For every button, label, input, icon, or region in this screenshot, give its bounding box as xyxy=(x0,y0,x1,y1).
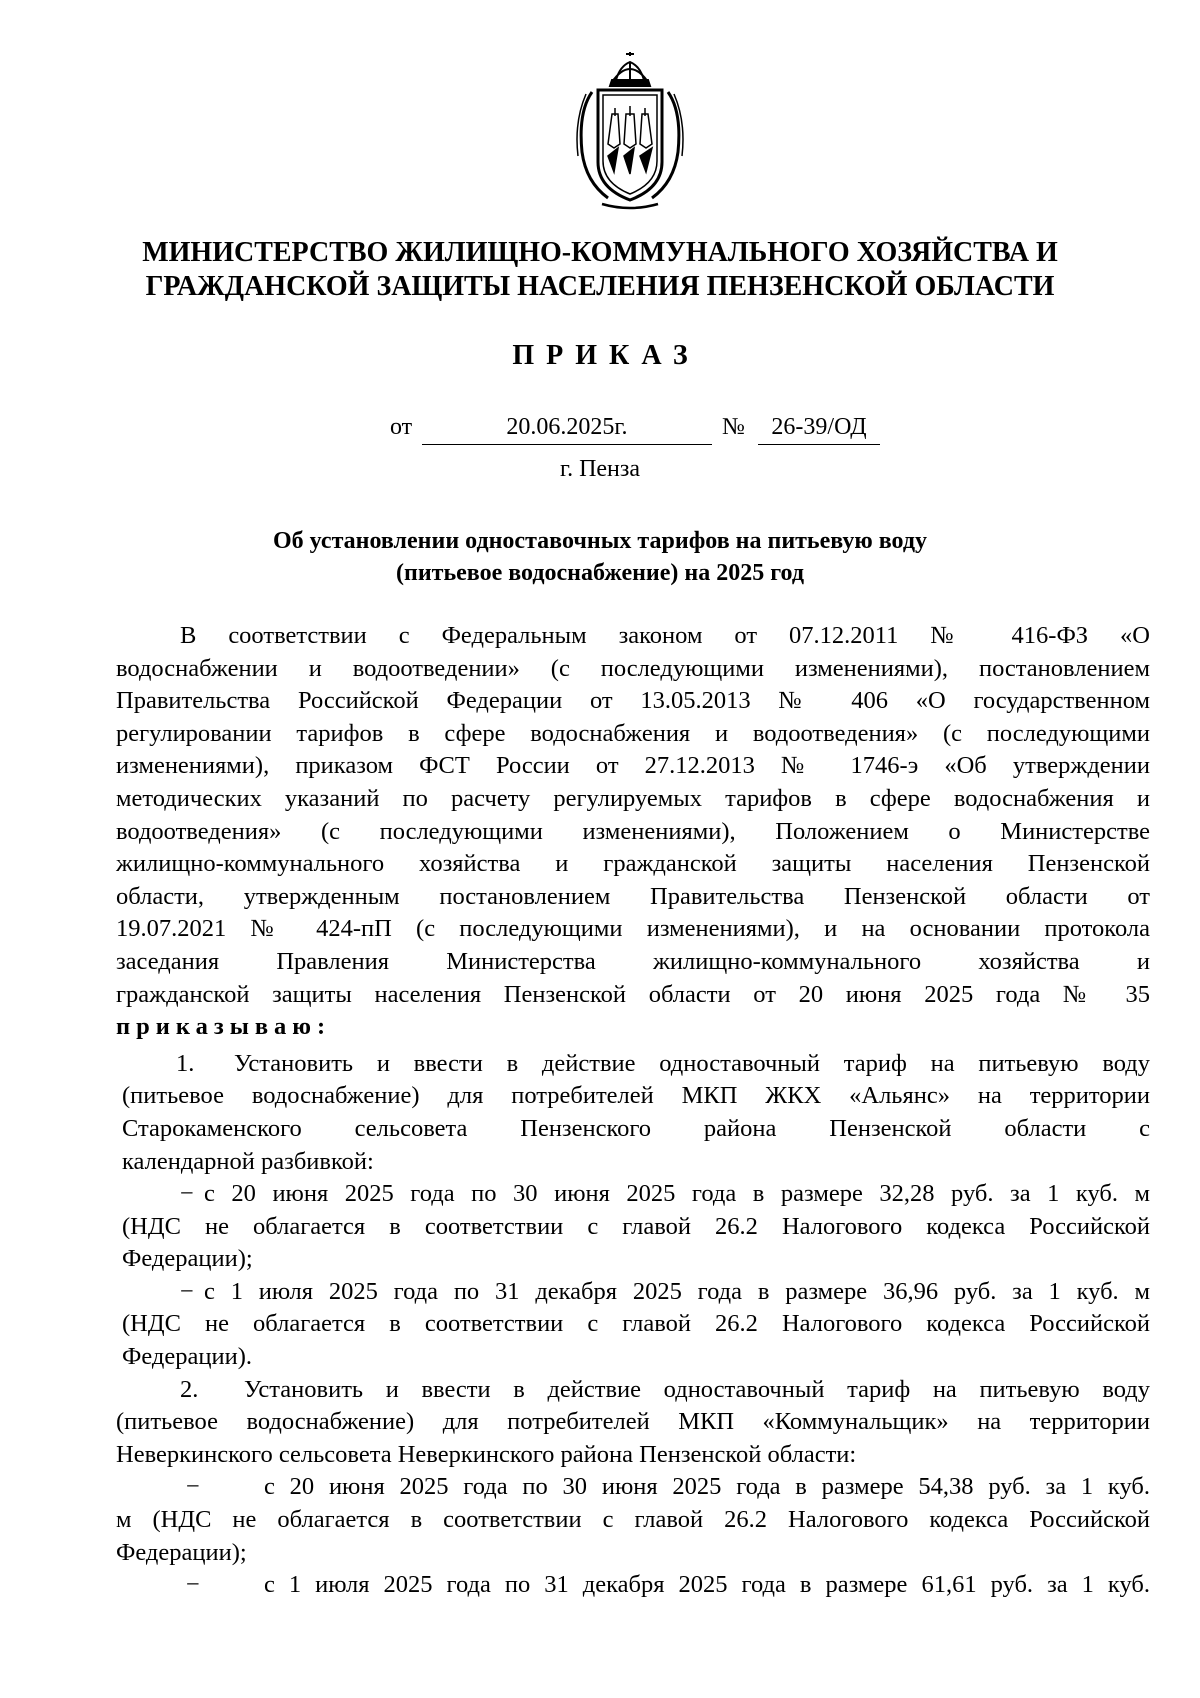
preamble-line: 19.07.2021 № 424-пП (с последующими изменениями), и на основании протокола xyxy=(116,915,1150,943)
item-2-rate-1-line: − с 20 июня 2025 года по 30 июня 2025 года в размере 54,38 руб. за 1 куб. xyxy=(186,1473,1150,1501)
item-2-line: (питьевое водоснабжение) для потребителей МКП «Коммунальщик» на территории xyxy=(116,1408,1150,1436)
order-date: 20.06.2025г. xyxy=(422,414,712,445)
item-1-rate-1-line: (НДС не облагается в соответствии с главой 26.2 Налогового кодекса Российской xyxy=(122,1212,1150,1240)
item-1-rate-1-line: Федерации); xyxy=(122,1245,253,1273)
order-word: приказываю: xyxy=(116,1013,332,1041)
city: г. Пенза xyxy=(559,456,641,482)
preamble-line: жилищно-коммунального хозяйства и гражданской защиты населения Пензенской xyxy=(116,850,1150,878)
ministry-name-line2: ГРАЖДАНСКОЙ ЗАЩИТЫ НАСЕЛЕНИЯ ПЕНЗЕНСКОЙ ОБЛАСТИ xyxy=(145,271,1055,302)
coat-of-arms-icon xyxy=(568,52,692,210)
preamble-line: Правительства Российской Федерации от 13.05.2013 № 406 «О государственном xyxy=(116,687,1150,715)
order-number: 26-39/ОД xyxy=(758,414,880,445)
item-2-rate-2-line: − с 1 июля 2025 года по 31 декабря 2025 года в размере 61,61 руб. за 1 куб. xyxy=(186,1571,1150,1599)
preamble-line: изменениями), приказом ФСТ России от 27.12.2013 № 1746-э «Об утверждении xyxy=(116,752,1150,780)
ministry-name-line1: МИНИСТЕРСТВО ЖИЛИЩНО-КОММУНАЛЬНОГО ХОЗЯЙСТВА И xyxy=(142,237,1058,268)
subject-line2: (питьевое водоснабжение) на 2025 год xyxy=(396,560,804,586)
item-2-line: 2. Установить и ввести в действие одноставочный тариф на питьевую воду xyxy=(116,1374,1150,1407)
item-1-rate-1-line: − с 20 июня 2025 года по 30 июня 2025 года в размере 32,28 руб. за 1 куб. м xyxy=(180,1180,1150,1208)
preamble-line: заседания Правления Министерства жилищно-коммунального хозяйства и xyxy=(116,947,1150,975)
number-label: № xyxy=(722,414,745,440)
preamble-line: гражданской защиты населения Пензенской области от 20 июня 2025 года № 35 xyxy=(116,980,1150,1008)
item-1-line: 1. Установить и ввести в действие одноставочный тариф на питьевую воду xyxy=(116,1048,1150,1081)
item-2-rate-1-line: м (НДС не облагается в соответствии с главой 26.2 Налогового кодекса Российской xyxy=(116,1506,1150,1534)
ministry-name xyxy=(0,236,1200,304)
document-type: ПРИКАЗ xyxy=(512,340,700,371)
preamble-line: В соответствии с Федеральным законом от 07.12.2011 № 416-ФЗ «О xyxy=(180,622,1150,649)
item-1-line: Старокаменского сельсовета Пензенского района Пензенской области с xyxy=(122,1114,1150,1142)
item-1-rate-2-line: − с 1 июля 2025 года по 31 декабря 2025 года в размере 36,96 руб. за 1 куб. м xyxy=(180,1277,1150,1305)
preamble-line: водоснабжении и водоотведении» (с последующими изменениями), постановлением xyxy=(116,654,1150,682)
order-body xyxy=(116,620,1150,1602)
item-1-line: (питьевое водоснабжение) для потребителей МКП ЖКХ «Альянс» на территории xyxy=(122,1082,1150,1110)
preamble-line: методических указаний по расчету регулируемых тарифов в сфере водоснабжения и xyxy=(116,784,1150,812)
item-2-number: 2. xyxy=(180,1375,199,1403)
item-1-number: 1. xyxy=(176,1049,195,1077)
item-1-rate-2-line: Федерации). xyxy=(122,1343,252,1371)
preamble-line: регулировании тарифов в сфере водоснабжения и водоотведения» (с последующими xyxy=(116,719,1150,747)
date-label: от xyxy=(390,414,413,440)
preamble-line: водоотведения» (с последующими изменениями), Положением о Министерстве xyxy=(116,817,1150,845)
subject-line1: Об установлении одноставочных тарифов на питьевую воду xyxy=(273,528,927,554)
order-word-line xyxy=(116,1011,1150,1044)
item-2-line: Неверкинского сельсовета Неверкинского района Пензенской области: xyxy=(116,1440,857,1468)
preamble-line: области, утвержденным постановлением Правительства Пензенской области от xyxy=(116,882,1150,910)
order-subject xyxy=(0,525,1200,589)
item-2-rate-1-line: Федерации); xyxy=(116,1538,247,1566)
item-1-rate-2-line: (НДС не облагается в соответствии с главой 26.2 Налогового кодекса Российской xyxy=(122,1310,1150,1338)
item-1-line: календарной разбивкой: xyxy=(122,1147,374,1175)
